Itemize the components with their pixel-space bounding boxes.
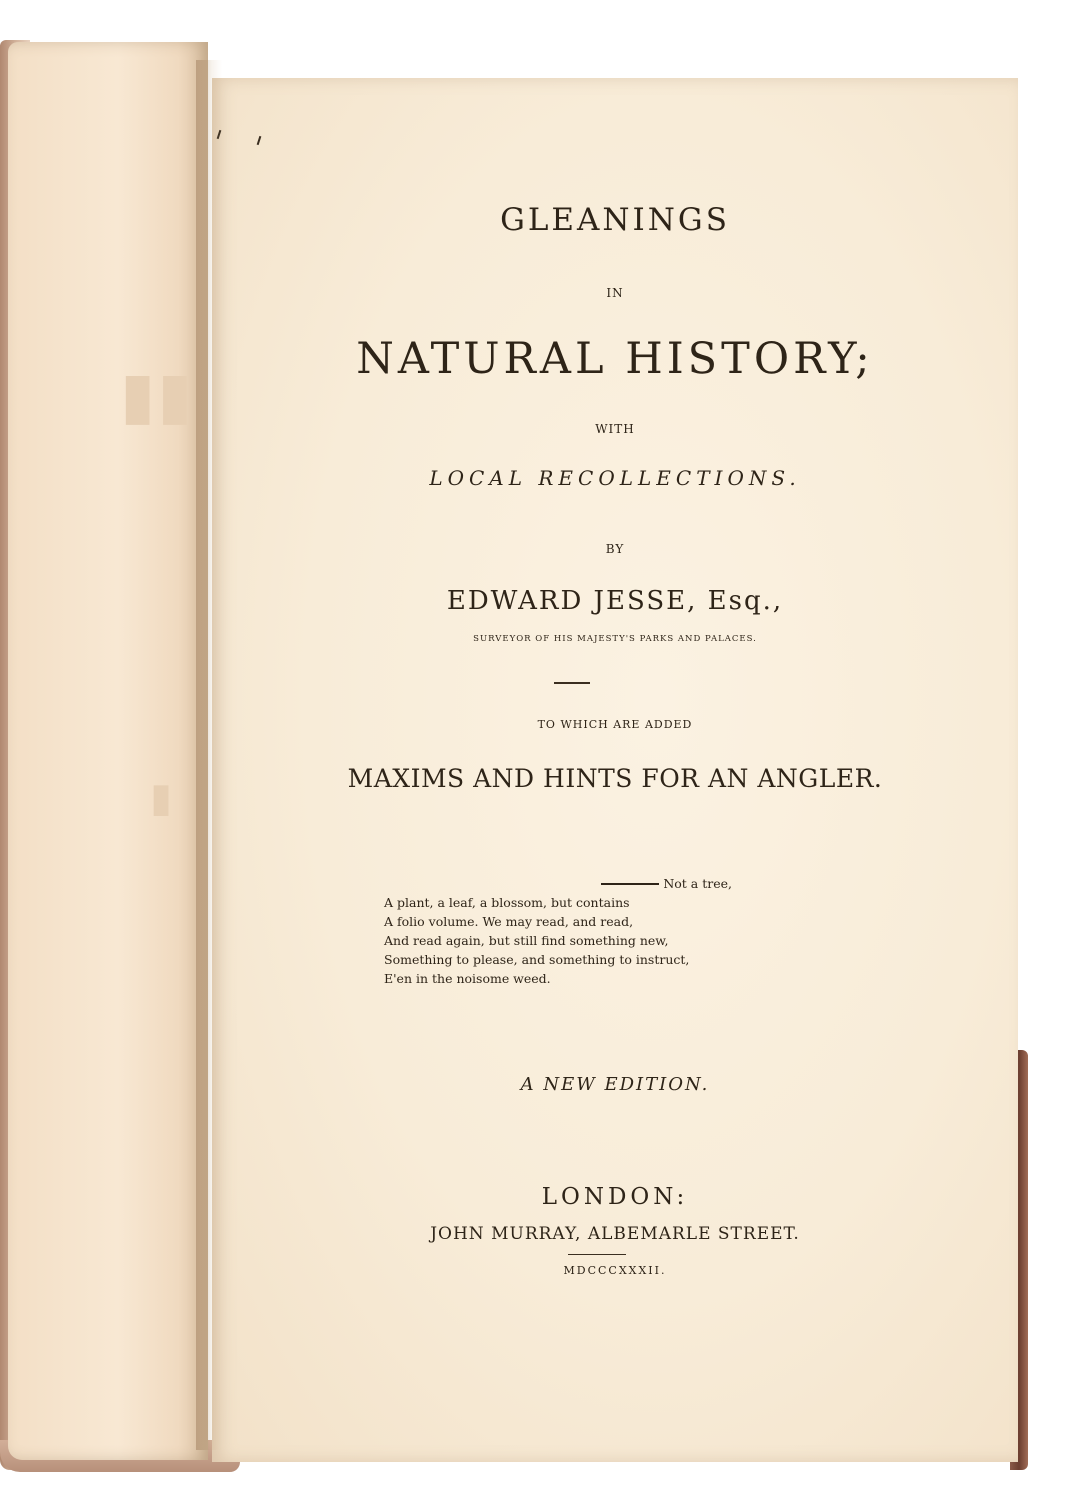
addition-intro: TO WHICH ARE ADDED (537, 718, 693, 731)
epigraph-first-line (384, 874, 764, 893)
epigraph-line: Something to please, and something to instruct, (384, 952, 690, 967)
imprint-date: MDCCCXXXII. (563, 1264, 667, 1277)
epigraph-line: A folio volume. We may read, and read, (384, 914, 634, 929)
epigraph-opening: Not a tree, (663, 876, 732, 891)
subtitle-connector: WITH (595, 422, 635, 436)
imprint-rule (568, 1254, 626, 1255)
divider-rule (554, 682, 590, 684)
title-connector: IN (606, 286, 624, 300)
pencil-mark (257, 136, 262, 145)
show-through-mark: ▮ (150, 774, 173, 821)
epigraph-line: A plant, a leaf, a blossom, but contains (384, 895, 630, 910)
left-page (8, 42, 208, 1460)
imprint-place: LONDON: (541, 1184, 689, 1210)
addition-title: MAXIMS AND HINTS FOR AN ANGLER. (347, 764, 883, 793)
show-through-mark: ▮▮ (120, 358, 195, 433)
subtitle: LOCAL RECOLLECTIONS. (429, 466, 801, 490)
edition: A NEW EDITION. (520, 1074, 710, 1095)
epigraph-line: And read again, but still find something new, (384, 933, 669, 948)
title-line-1: GLEANINGS (500, 202, 730, 238)
title-line-2: NATURAL HISTORY; (356, 334, 874, 384)
by-line: BY (605, 542, 625, 556)
epigraph-line: E'en in the noisome weed. (384, 971, 551, 986)
title-page (212, 78, 1018, 1462)
gutter-shadow (196, 60, 222, 1450)
imprint-publisher: JOHN MURRAY, ALBEMARLE STREET. (430, 1224, 800, 1244)
author-title: SURVEYOR OF HIS MAJESTY'S PARKS AND PALACES. (473, 634, 757, 644)
author-name: EDWARD JESSE, Esq., (446, 586, 784, 616)
epigraph-dash (601, 883, 659, 885)
epigraph (384, 874, 764, 988)
